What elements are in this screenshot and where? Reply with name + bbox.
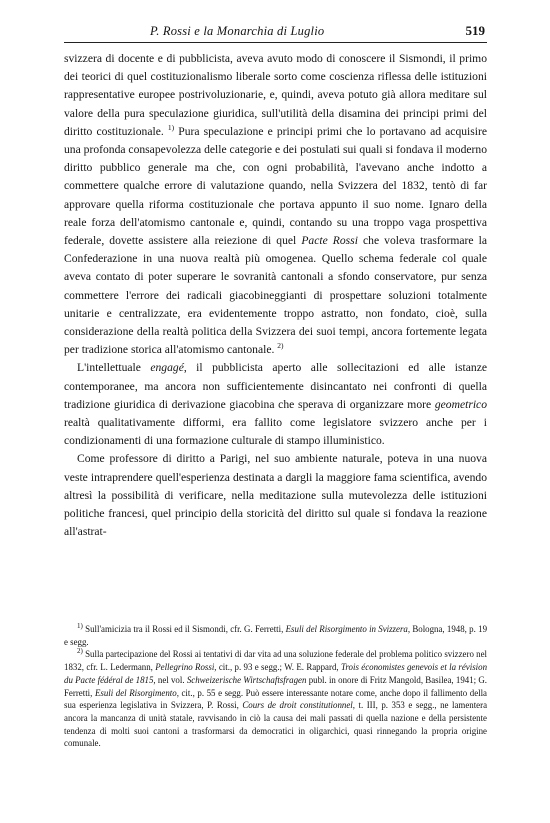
text-run: , Bologna, 1948, p. 19 e segg. bbox=[64, 624, 488, 647]
text-run: , cit., p. 93 e segg.; W. E. Rappard, bbox=[214, 662, 339, 673]
italic-title: Cours de droit constitutionnel bbox=[242, 700, 353, 711]
italic-term: engagé bbox=[150, 361, 184, 375]
italic-title: Esuli del Risorgimento in Svizzera bbox=[285, 624, 408, 634]
text-run: Sull'amicizia tra il Rossi ed il Sismondi, cfr. G. Ferretti, bbox=[85, 624, 284, 634]
text-run: che voleva trasformare la Confederazione in una nuova realtà più omogenea. Quello schema federale col quale aveva contato di poter superare le sovranità cantonali a sfondo conservatore, pur senza commettere l'errore dei radicali giacobineggianti di prospettare soluzioni totalmente unitarie e centralizzate, era evidentemente troppo astratto, non fondato, cioè, sulla considerazione della realtà politica della Svizzera dei suoi tempi, ancora fortemente legata per tradizione storica all'atomismo cantonale. bbox=[64, 234, 487, 357]
paragraph bbox=[64, 450, 487, 541]
running-head: P. Rossi e la Monarchia di Luglio bbox=[150, 24, 325, 38]
text-run: realtà qualitativamente difformi, era fallito come legislatore svizzero anche per i condizionamenti di una formazione culturale di stampo illuministico. bbox=[64, 416, 487, 448]
italic-term: geometrico bbox=[434, 397, 487, 411]
italic-title: Pellegrino Rossi bbox=[155, 662, 215, 673]
text-run: publ. in onore di Fritz Mangold, Basilea, 1941; G. Ferretti, bbox=[64, 674, 488, 698]
body-text bbox=[64, 50, 487, 541]
text-run: Pura speculazione e principi primi che lo portavano ad acquisire una profonda consapevolezza delle categorie e dei postulati sui quali si fondava il moderno diritto pubblico generale ma che, con ogni probabilità, l'avevano anche indotto a commettere qualche errore di valutazione quando, nella Svizzera del 1832, tentò di far approvare quella riforma costituzionale che portava appunto il suo nome. Ignaro della reale forza dell'atomismo cantonale e, quindi, contando su una troppo vaga prospettiva federale, dovette assistere alla reiezione di quel bbox=[64, 124, 487, 248]
italic-title: Esuli del Risorgimento bbox=[94, 687, 177, 698]
text-run: , il pubblicista aperto alle sollecitazioni ed alle istanze contemporanee, ma ancora non sufficientemente disincantato nei confronti di quella tradizione giuridica di derivazione giacobina che sperava di organizzare more bbox=[64, 361, 487, 411]
text-run: svizzera di docente e di pubblicista, aveva avuto modo di conoscere il Sismondi, il primo dei teorici di quel costituzionalismo liberale sorto come coscienza riflessa delle istituzioni rappresentative europee postrivoluzionarie, e, quindi, aveva potuto già allora meditare sul valore della pura speculazione giuridica, sull'utilità della disamina dei principi primi del diritto costituzionale. bbox=[64, 52, 487, 138]
text-run: Sulla partecipazione del Rossi ai tentativi di dar vita ad una soluzione federale del problema politico svizzero nel 1832, cfr. L. Ledermann, bbox=[64, 649, 488, 673]
text-run: , nel vol. bbox=[153, 674, 185, 685]
italic-title: Schweizerische Wirtschaftsfragen bbox=[186, 674, 307, 685]
italic-title: Trois économistes genevois et la révision du Pacte fédéral de 1815 bbox=[64, 662, 488, 685]
page-header bbox=[0, 20, 550, 40]
page-number: 519 bbox=[465, 23, 485, 38]
paragraph bbox=[64, 359, 487, 450]
footnote-ref-2: 2) bbox=[277, 341, 284, 351]
text-run: , t. III, p. 353 e segg., ne lamentera ancora la mancanza di unità statale, ravvisando in ciò la causa dei mali passati di quella nazione e della persistente tendenza di molti suoi cantoni a trasformarsi da democratici in oligarchici, quasi rinnegando la propria origine comunale. bbox=[64, 700, 488, 749]
footnotes bbox=[64, 623, 487, 750]
footnote-2 bbox=[64, 648, 487, 750]
footnote-number: 2) bbox=[77, 647, 83, 656]
footnote-1 bbox=[64, 623, 487, 648]
text-run: , cit., p. 55 e segg. Può essere interessante notare come, anche dopo il fallimento della sua esperienza legislativa in Svizzera, P. Rossi, bbox=[64, 687, 488, 711]
footnote-ref-1: 1) bbox=[167, 122, 175, 132]
footnote-number: 1) bbox=[77, 622, 83, 631]
italic-term: Pacte Rossi bbox=[301, 234, 358, 248]
text-run: L'intellettuale bbox=[77, 361, 141, 375]
paragraph bbox=[64, 50, 487, 359]
text-run: Come professore di diritto a Parigi, nel suo ambiente naturale, poteva in una nuova veste intraprendere quell'esperienza destinata a dargli la maggiore fama scientifica, avendo altresì la possibilità di verificare, nella meditazione sulla mutevolezza delle istituzioni politiche francesi, quel principio della storicità del diritto sul quale si fondava la reazione all'astrat- bbox=[64, 452, 487, 539]
header-rule bbox=[64, 42, 487, 43]
